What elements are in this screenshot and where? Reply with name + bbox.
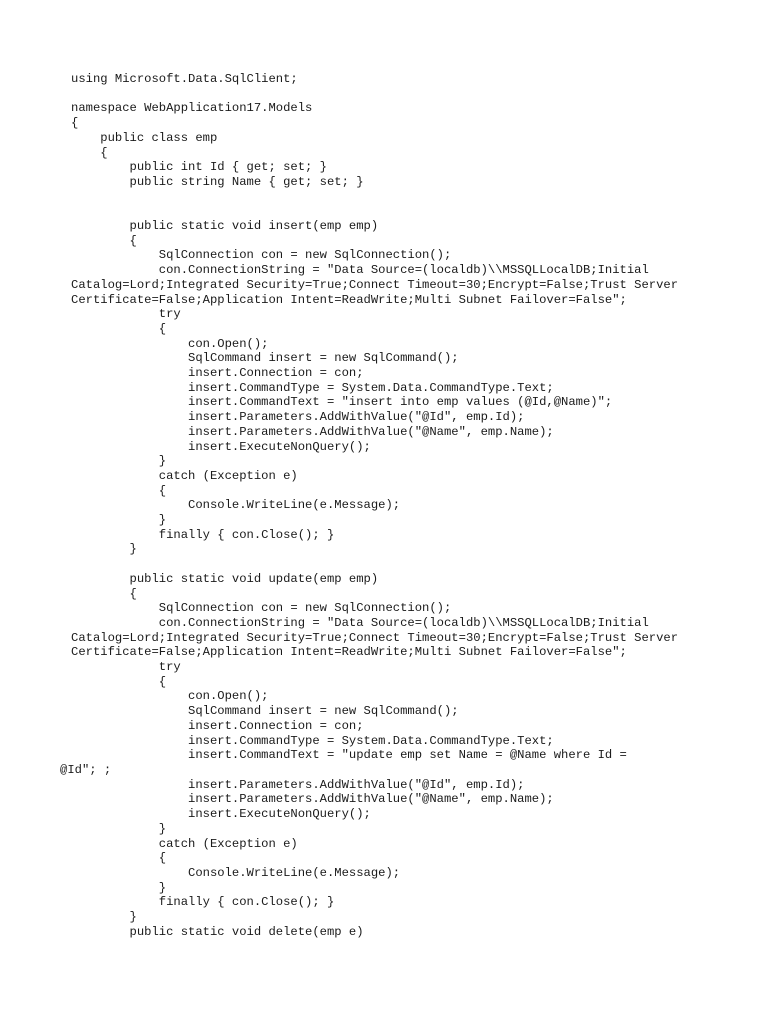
code-line: SqlConnection con = new SqlConnection(); [71,601,452,616]
code-line: { [71,586,137,601]
code-line: { [71,233,137,248]
code-line: insert.Parameters.AddWithValue("@Id", emp.Id); [71,777,525,792]
code-line: { [71,483,167,498]
code-line [71,190,678,205]
code-line: public int Id { get; set; } [71,160,327,175]
code-line: public class emp [71,130,218,145]
code-line: insert.Connection = con; [71,366,364,381]
code-line: Catalog=Lord;Integrated Security=True;Connect Timeout=30;Encrypt=False;Trust Server [71,630,679,645]
code-line: { [71,851,167,866]
code-line: public static void insert(emp emp) [71,218,379,233]
code-line: insert.Connection = con; [71,718,364,733]
code-line: SqlCommand insert = new SqlCommand(); [71,351,459,366]
code-line: SqlCommand insert = new SqlCommand(); [71,704,459,719]
code-line: con.ConnectionString = "Data Source=(localdb)\\MSSQLLocalDB;Initial [71,615,649,630]
code-line: using Microsoft.Data.SqlClient; [71,72,298,86]
code-line: con.Open(); [71,689,269,704]
code-line: SqlConnection con = new SqlConnection(); [71,248,452,263]
code-line: } [71,821,167,836]
code-line [71,87,678,102]
code-line: try [71,660,181,675]
code-line: { [71,116,79,131]
code-line: { [71,321,167,336]
code-line: } [71,880,167,895]
code-line: Catalog=Lord;Integrated Security=True;Connect Timeout=30;Encrypt=False;Trust Server [71,277,679,292]
code-line: try [71,307,181,322]
code-line: con.Open(); [71,336,269,351]
code-line: } [71,513,167,528]
code-listing [60,72,679,939]
code-line: insert.CommandText = "insert into emp values (@Id,@Name)"; [71,395,613,410]
code-line: { [71,674,167,689]
code-line: public string Name { get; set; } [71,174,364,189]
code-line: Console.WriteLine(e.Message); [71,865,401,880]
code-line: finally { con.Close(); } [71,895,335,910]
code-line: insert.ExecuteNonQuery(); [71,439,371,454]
code-line: @Id"; ; [60,762,112,777]
code-line: insert.Parameters.AddWithValue("@Id", emp.Id); [71,410,525,425]
code-line [71,204,678,219]
code-line: public static void update(emp emp) [71,571,379,586]
code-line: } [71,454,167,469]
code-line: insert.Parameters.AddWithValue("@Name", emp.Name); [71,424,554,439]
code-line: Certificate=False;Application Intent=ReadWrite;Multi Subnet Failover=False"; [71,292,627,307]
code-line: Console.WriteLine(e.Message); [71,498,401,513]
code-line: insert.CommandType = System.Data.CommandType.Text; [71,733,554,748]
code-line: Certificate=False;Application Intent=ReadWrite;Multi Subnet Failover=False"; [71,645,627,660]
code-line: { [71,145,108,160]
code-line: } [71,910,137,925]
code-line: insert.CommandText = "update emp set Name = @Name where Id = [71,748,627,763]
code-line: public static void delete(emp e) [71,924,364,939]
code-line: } [71,542,137,557]
code-line: namespace WebApplication17.Models [71,101,313,116]
code-line: con.ConnectionString = "Data Source=(localdb)\\MSSQLLocalDB;Initial [71,263,649,278]
code-line: insert.CommandType = System.Data.CommandType.Text; [71,380,554,395]
code-line: insert.ExecuteNonQuery(); [71,807,371,822]
code-line: insert.Parameters.AddWithValue("@Name", emp.Name); [71,792,554,807]
code-line: catch (Exception e) [71,468,298,483]
code-line: finally { con.Close(); } [71,527,335,542]
code-line [71,557,678,572]
code-line: catch (Exception e) [71,836,298,851]
